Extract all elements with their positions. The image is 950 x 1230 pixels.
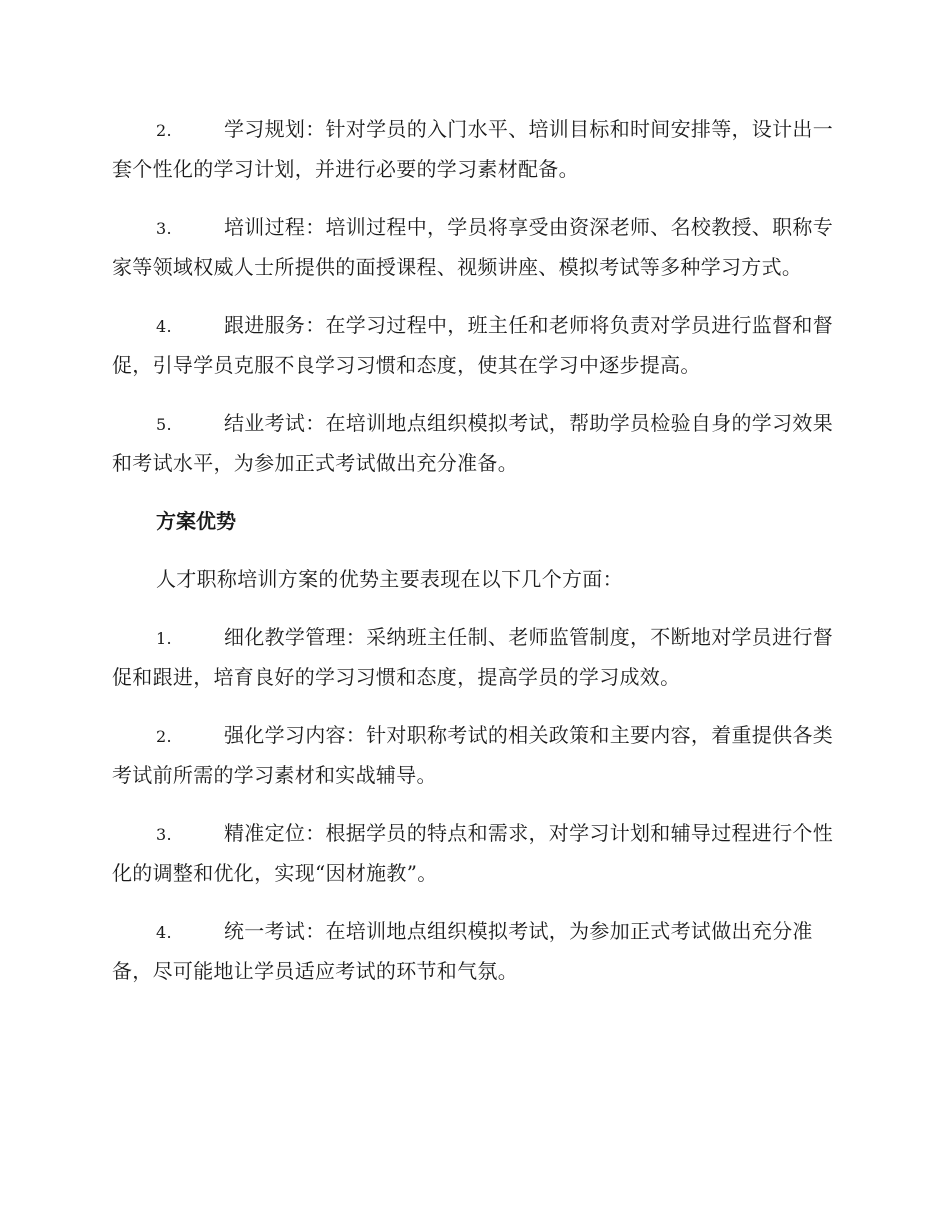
list-text: 精准定位：根据学员的特点和需求，对学习计划和辅导过程进行个性化的调整和优化，实现“因材施教”。 bbox=[112, 821, 833, 885]
list-text: 学习规划：针对学员的入门水平、培训目标和时间安排等，设计出一套个性化的学习计划，并进行必要的学习素材配备。 bbox=[112, 117, 833, 181]
list-item bbox=[112, 110, 834, 188]
list-item bbox=[112, 404, 834, 482]
list-text: 培训过程：培训过程中，学员将享受由资深老师、名校教授、职称专家等领域权威人士所提供的面授课程、视频讲座、模拟考试等多种学习方式。 bbox=[112, 215, 833, 279]
list-text: 统一考试：在培训地点组织模拟考试，为参加正式考试做出充分准备，尽可能地让学员适应考试的环节和气氛。 bbox=[112, 919, 813, 983]
list-number: 5. bbox=[156, 415, 172, 434]
list-text: 细化教学管理：采纳班主任制、老师监管制度，不断地对学员进行督促和跟进，培育良好的学习习惯和态度，提高学员的学习成效。 bbox=[112, 625, 833, 689]
list-number: 3. bbox=[156, 825, 172, 844]
list-item bbox=[112, 618, 834, 696]
list-text: 强化学习内容：针对职称考试的相关政策和主要内容，着重提供各类考试前所需的学习素材和实战辅导。 bbox=[112, 723, 833, 787]
list-number: 4. bbox=[156, 317, 172, 336]
list-item bbox=[112, 912, 834, 990]
list-number: 4. bbox=[156, 923, 172, 942]
list-text: 跟进服务：在学习过程中，班主任和老师将负责对学员进行监督和督促，引导学员克服不良学习习惯和态度，使其在学习中逐步提高。 bbox=[112, 313, 833, 377]
list-item bbox=[112, 716, 834, 794]
list-item bbox=[112, 306, 834, 384]
list-item bbox=[112, 814, 834, 892]
document-body bbox=[112, 110, 834, 1010]
intro-paragraph: 人才职称培训方案的优势主要表现在以下几个方面： bbox=[156, 567, 623, 591]
list-number: 1. bbox=[156, 629, 172, 648]
list-number: 3. bbox=[156, 219, 172, 238]
section-heading: 方案优势 bbox=[156, 509, 236, 533]
list-number: 2. bbox=[156, 121, 172, 140]
list-number: 2. bbox=[156, 727, 172, 746]
list-text: 结业考试：在培训地点组织模拟考试，帮助学员检验自身的学习效果和考试水平，为参加正式考试做出充分准备。 bbox=[112, 411, 833, 475]
list-item bbox=[112, 208, 834, 286]
